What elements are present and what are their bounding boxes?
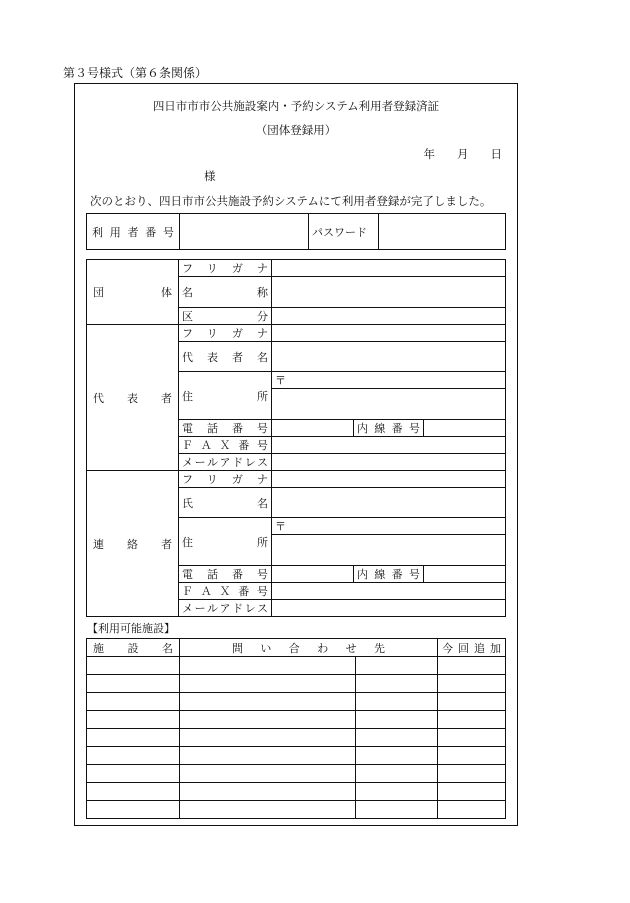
col-facility-name: 施設名 [87,639,180,657]
contact-header: 連絡者 [87,471,179,617]
table-row [87,729,180,747]
rep-address-label: 住所 [179,372,272,420]
rep-phone-value [272,420,354,437]
form-number: 第３号様式（第６条関係） [63,66,208,80]
rep-fax-value [272,437,506,454]
contact-extension-value [424,566,506,583]
rep-postal-code: 〒 [272,372,506,389]
group-category-value [272,308,506,325]
table-row [87,675,180,693]
contact-phone-label: 電話番号 [179,566,272,583]
group-name-value [272,277,506,308]
col-added: 今回追加 [438,639,506,657]
table-row [87,801,180,819]
rep-email-value [272,454,506,471]
rep-email-label: メールアドレス [179,454,272,471]
contact-address-value [272,535,506,566]
login-info-table [86,213,506,250]
contact-address-label: 住所 [179,518,272,566]
user-number-value [180,214,309,250]
password-label: パスワード [309,214,379,250]
contact-furigana-label: フリガナ [179,471,272,488]
rep-furigana-value [272,325,506,342]
registration-info-table [86,259,506,617]
rep-phone-label: 電話番号 [179,420,272,437]
contact-fax-value [272,583,506,600]
contact-phone-value [272,566,354,583]
group-furigana-value [272,260,506,277]
table-row [87,657,180,675]
table-row [87,783,180,801]
date-day-label: 日 [490,147,502,161]
group-name-label: 名称 [179,277,272,308]
group-category-label: 区分 [179,308,272,325]
table-row [87,711,180,729]
issue-date [424,146,503,162]
document-title: 四日市市市公共施設案内・予約システム利用者登録済証 [152,99,440,113]
rep-address-value [272,389,506,420]
date-month-label: 月 [457,147,469,161]
password-value [379,214,506,250]
group-furigana-label: フリガナ [179,260,272,277]
group-header: 団体 [87,260,179,325]
contact-name-value [272,488,506,518]
rep-furigana-label: フリガナ [179,325,272,342]
table-row [87,765,180,783]
addressee-honorific: 様 [204,169,216,183]
facilities-table [86,638,506,819]
contact-name-label: 氏名 [179,488,272,518]
contact-email-value [272,600,506,617]
rep-name-label: 代表者名 [179,342,272,372]
user-number-label: 利用者番号 [87,214,180,250]
contact-extension-label: 内線番号 [354,566,424,583]
rep-fax-label: ＦＡＸ番号 [179,437,272,454]
document-subtitle: （団体登録用） [255,123,337,137]
facilities-section-label: 【利用可能施設】 [87,622,175,635]
table-row [87,747,180,765]
completion-notice: 次のとおり、四日市市公共施設予約システムにて利用者登録が完了しました。 [90,194,492,208]
date-year-label: 年 [423,147,435,161]
table-row [87,693,180,711]
rep-extension-label: 内線番号 [354,420,424,437]
contact-furigana-value [272,471,506,488]
representative-header: 代表者 [87,325,179,471]
rep-extension-value [424,420,506,437]
contact-email-label: メールアドレス [179,600,272,617]
contact-fax-label: ＦＡＸ番号 [179,583,272,600]
contact-postal-code: 〒 [272,518,506,535]
rep-name-value [272,342,506,372]
col-contact: 問い合わせ先 [180,639,438,657]
